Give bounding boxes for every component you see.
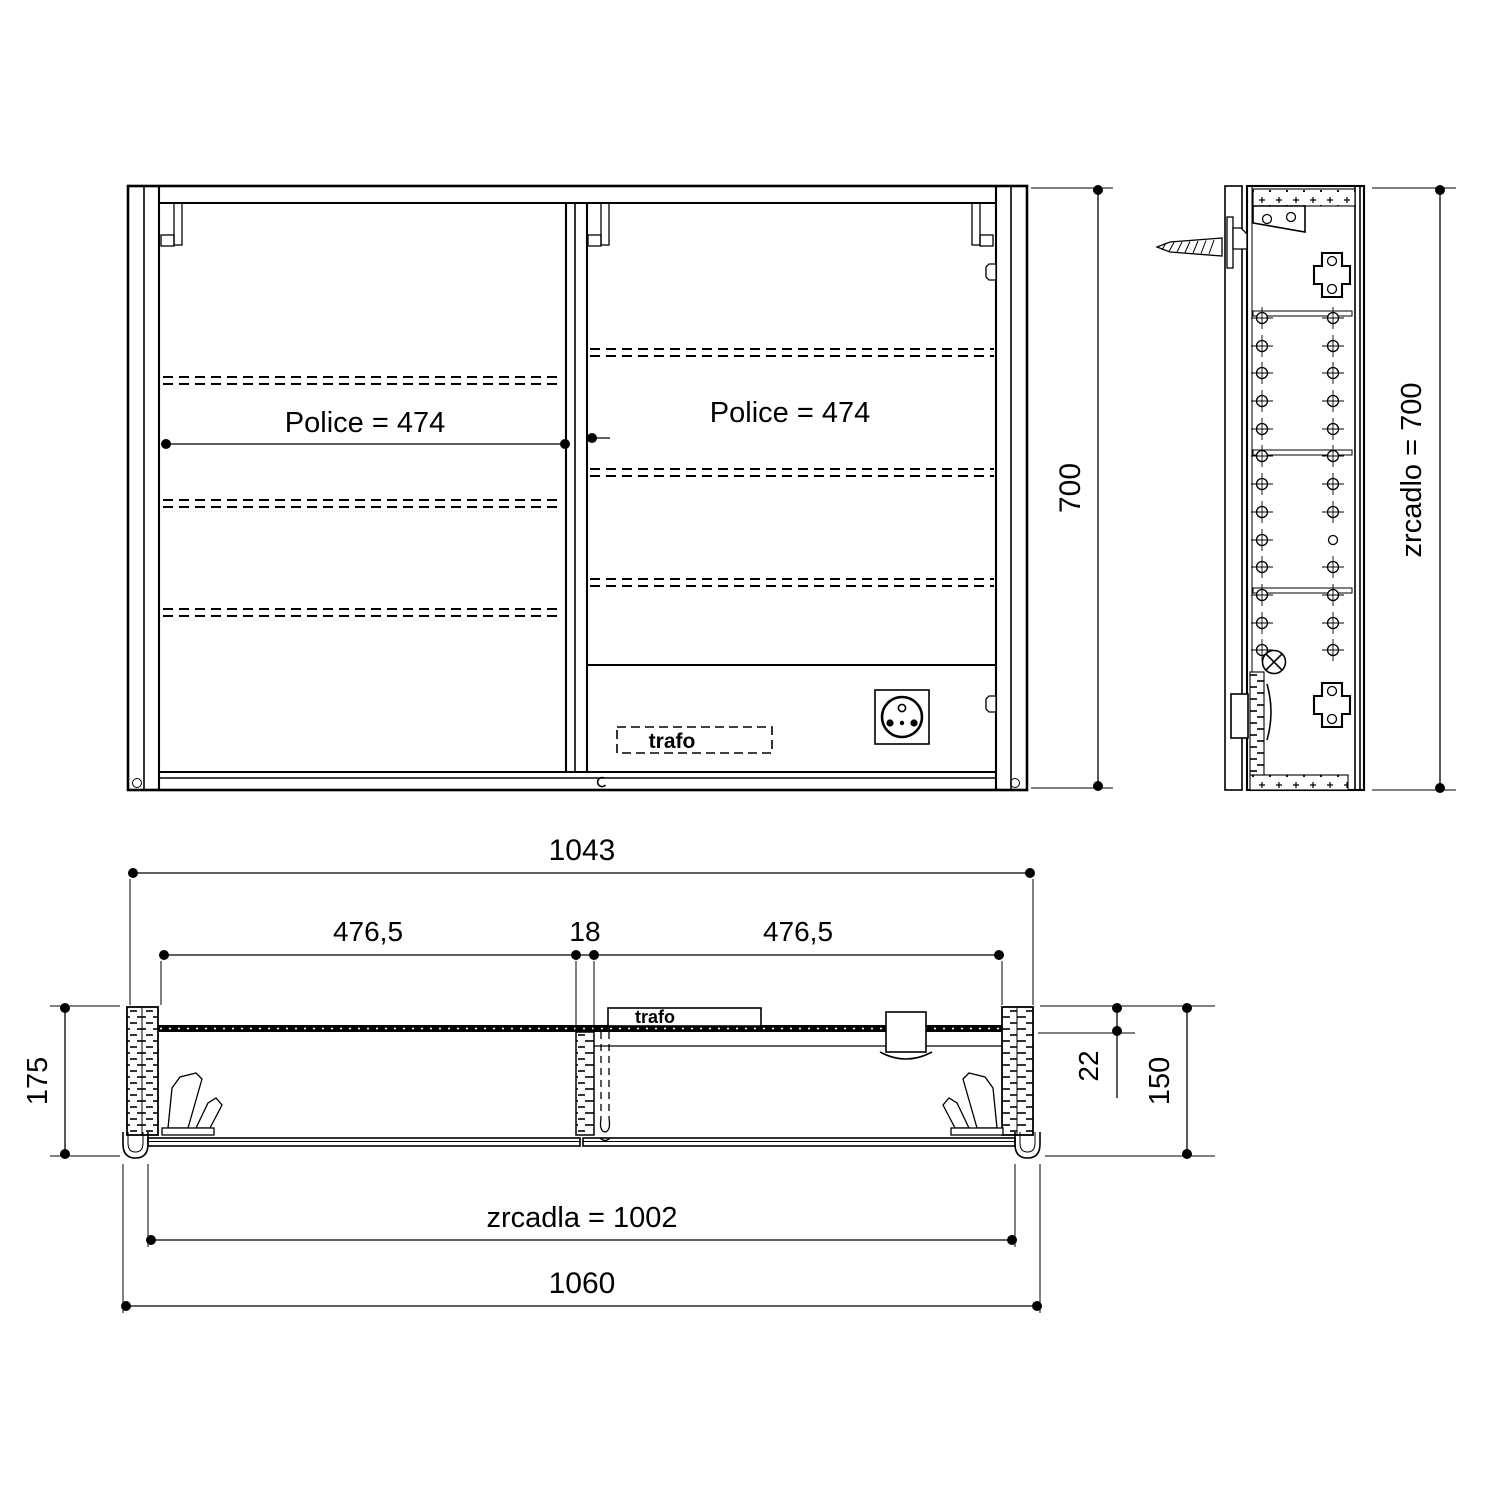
door-width-right-label: 476,5	[762, 916, 834, 947]
top-foam-strip	[1253, 189, 1355, 206]
overall-width-label: 1060	[548, 1267, 616, 1300]
inner-width-label: 1043	[548, 834, 616, 867]
shelf-width-label-left: Police = 474	[284, 407, 446, 439]
divider-width-label: 18	[569, 916, 601, 947]
trafo-box-plan	[608, 1007, 761, 1027]
mirrors-width-label: zrcadla = 1002	[486, 1202, 678, 1234]
body-depth-label: 150	[1144, 1056, 1176, 1106]
mirror-height-label: zrcadlo = 700	[1396, 382, 1428, 558]
shelf-width-label-right: Police = 474	[709, 397, 871, 429]
door-width-left-label: 476,5	[332, 916, 404, 947]
back-offset-label: 22	[1073, 1050, 1104, 1082]
front-edge-strip	[1250, 672, 1264, 775]
door-latch-icon	[986, 696, 996, 712]
trafo-label-plan: trafo	[635, 1007, 675, 1027]
height-dimension-label: 700	[1054, 462, 1087, 514]
depth-total-label: 175	[22, 1056, 54, 1106]
mirror-clip-icon	[880, 1012, 932, 1059]
middle-divider	[576, 1032, 594, 1135]
back-panel	[158, 1025, 1002, 1032]
bottom-foam-strip	[1250, 775, 1348, 790]
door-latch-icon	[986, 264, 996, 280]
lamp-icon	[1263, 651, 1286, 674]
trafo-label-front: trafo	[648, 730, 696, 753]
